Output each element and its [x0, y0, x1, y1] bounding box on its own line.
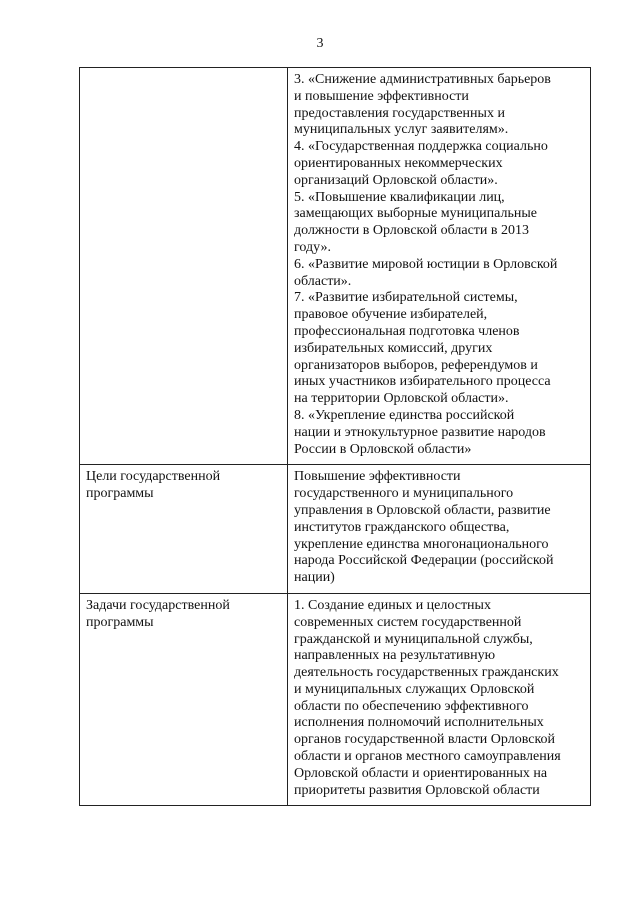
goals-line: нации) [294, 570, 335, 586]
tasks-line: области по обеспечению эффективного [294, 698, 529, 714]
row-label-cell [80, 68, 288, 465]
subprograms-cell [288, 68, 591, 465]
subprogram-line: профессиональная подготовка членов [294, 323, 520, 339]
goals-line: укрепление единства многонационального [294, 536, 549, 552]
subprogram-line: области». [294, 273, 352, 289]
row-label-line: Цели государственной [86, 469, 221, 485]
tasks-line: Орловской области и ориентированных на [294, 765, 548, 781]
table-row-subprograms [80, 68, 591, 465]
subprogram-line: 4. «Государственная поддержка социально [294, 139, 548, 155]
goals-cell [288, 465, 591, 594]
tasks-line: деятельность государственных гражданских [294, 665, 559, 681]
tasks-line: современных систем государственной [294, 614, 522, 630]
goals-line: управления в Орловской области, развитие [294, 502, 551, 518]
subprogram-line: 8. «Укрепление единства российской [294, 407, 515, 423]
subprogram-line: замещающих выборные муниципальные [294, 206, 537, 222]
row-label-cell [80, 465, 288, 594]
tasks-line: области и органов местного самоуправления [294, 749, 561, 765]
subprogram-line: 5. «Повышение квалификации лиц, [294, 189, 505, 205]
subprogram-line: иных участников избирательного процесса [294, 374, 551, 390]
subprogram-line: 7. «Развитие избирательной системы, [294, 290, 518, 306]
subprogram-line: 6. «Развитие мировой юстиции в Орловской [294, 256, 558, 272]
goals-line: институтов гражданского общества, [294, 519, 510, 535]
tasks-line: приоритеты развития Орловской области [294, 782, 540, 798]
program-passport-table [79, 67, 591, 806]
subprogram-line: 3. «Снижение административных барьеров [294, 72, 551, 87]
subprogram-line: должности в Орловской области в 2013 [294, 223, 530, 239]
subprogram-line: нации и этнокультурное развитие народов [294, 424, 546, 440]
subprogram-line: предоставления государственных и [294, 105, 505, 121]
subprogram-line: организаций Орловской области». [294, 172, 498, 188]
subprogram-line: избирательных комиссий, других [294, 340, 493, 356]
tasks-line: направленных на результативную [294, 648, 496, 664]
goals-line: народа Российской Федерации (российской [294, 553, 554, 569]
row-label-line: программы [86, 614, 154, 630]
goals-line: государственного и муниципального [294, 486, 514, 502]
table-row-tasks [80, 593, 591, 806]
subprogram-line: России в Орловской области» [294, 441, 472, 457]
tasks-line: органов государственной власти Орловской [294, 732, 556, 748]
row-label-cell [80, 593, 288, 806]
row-label-line: программы [86, 486, 154, 502]
tasks-line: и муниципальных служащих Орловской [294, 681, 535, 697]
tasks-cell [288, 593, 591, 806]
page-number: 3 [316, 36, 324, 51]
subprogram-line: и повышение эффективности [294, 88, 469, 104]
subprogram-line: муниципальных услуг заявителям». [294, 122, 509, 138]
subprogram-line: на территории Орловской области». [294, 391, 509, 407]
tasks-line: исполнения полномочий исполнительных [294, 715, 544, 731]
tasks-line: гражданской и муниципальной службы, [294, 631, 533, 647]
subprogram-line: правовое обучение избирателей, [294, 307, 488, 323]
subprogram-line: ориентированных некоммерческих [294, 155, 503, 171]
goals-line: Повышение эффективности [294, 469, 461, 485]
row-label-line: Задачи государственной [86, 597, 230, 613]
tasks-line: 1. Создание единых и целостных [294, 597, 491, 613]
subprogram-line: году». [294, 239, 331, 255]
subprogram-line: организаторов выборов, референдумов и [294, 357, 538, 373]
table-row-goals [80, 465, 591, 594]
